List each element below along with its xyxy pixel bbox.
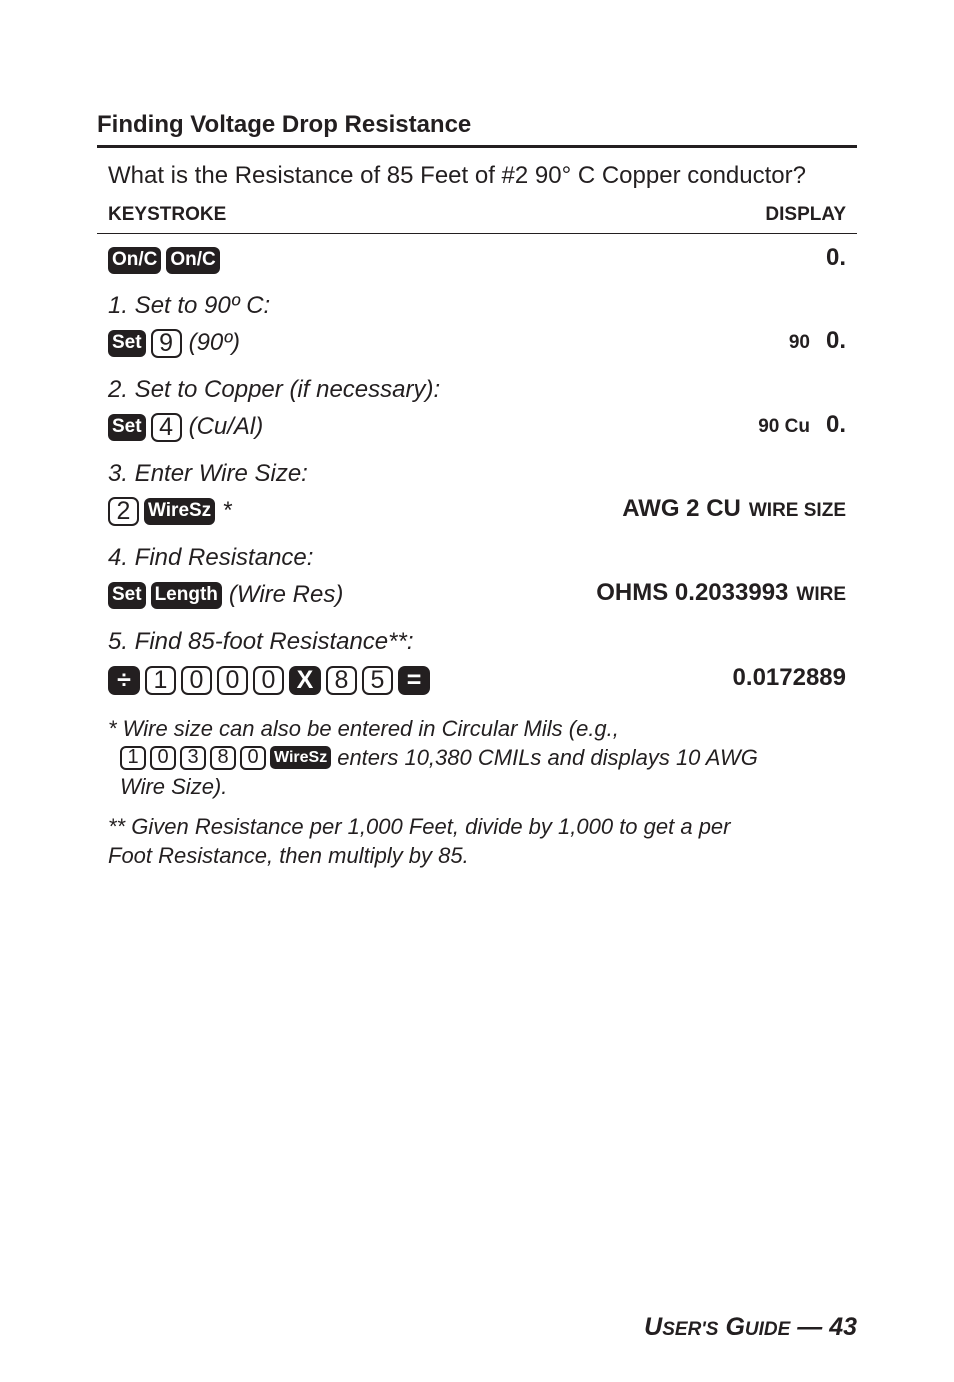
wiresz-key: WireSz (270, 746, 331, 769)
page-footer (644, 1313, 857, 1342)
title-rule (97, 145, 857, 148)
set-key: Set (108, 582, 146, 609)
digit-1-key: 1 (145, 666, 176, 695)
manual-page (97, 0, 857, 1382)
step-label: 5. Find 85-foot Resistance**: (108, 628, 414, 655)
example-question: What is the Resistance of 85 Feet of #2 90° C Copper conductor? (108, 162, 806, 189)
digit-0-key: 0 (217, 666, 248, 695)
footnote-resistance (108, 812, 848, 870)
step-label: 2. Set to Copper (if necessary): (108, 376, 441, 403)
keystroke-sequence (108, 664, 435, 696)
display-column-header: DISPLAY (765, 204, 846, 225)
display-suffix: WIRE SIZE (748, 500, 846, 521)
display-indicator: 90 Cu (758, 416, 810, 437)
display-readout (758, 411, 846, 443)
step-label: 1. Set to 90º C: (108, 292, 271, 319)
keystroke-sequence (108, 579, 343, 611)
footer-page-number: — 43 (790, 1313, 857, 1341)
digit-4-key: 4 (151, 413, 182, 442)
footer-text: UIDE (744, 1319, 791, 1340)
display-value: AWG 2 CU (622, 495, 741, 522)
display-value: OHMS 0.2033993 (596, 579, 789, 606)
on-c-key: On/C (166, 247, 219, 274)
digit-8-key: 8 (326, 666, 357, 695)
footer-text: U (644, 1313, 663, 1341)
key-note: (Wire Res) (228, 581, 344, 608)
digit-5-key: 5 (362, 666, 393, 695)
step-label: 3. Enter Wire Size: (108, 460, 308, 487)
digit-0-key: 0 (150, 746, 176, 770)
equals-key: = (398, 666, 430, 695)
section-title: Finding Voltage Drop Resistance (97, 111, 472, 138)
footnote-line: Wire Size). (120, 774, 228, 799)
display-readout (622, 495, 846, 527)
display-readout (733, 664, 846, 696)
display-value: 0. (825, 411, 846, 438)
key-note: (90º) (188, 329, 241, 356)
footnote-line: * Wire size can also be entered in Circular Mils (e.g., (108, 716, 619, 741)
key-note: (Cu/Al) (188, 413, 264, 440)
footer-text: G (725, 1313, 745, 1341)
digit-0-key: 0 (181, 666, 212, 695)
footnote-text: enters 10,380 CMILs and displays 10 AWG (337, 745, 758, 770)
display-suffix: WIRE (796, 584, 846, 605)
keystroke-sequence (108, 495, 232, 527)
digit-8-key: 8 (210, 746, 236, 770)
display-value: 0.0172889 (732, 664, 846, 691)
digit-1-key: 1 (120, 746, 146, 770)
step-label: 4. Find Resistance: (108, 544, 314, 571)
display-readout (789, 327, 846, 359)
footnote-line: ** Given Resistance per 1,000 Feet, divide by 1,000 to get a per (108, 814, 731, 839)
on-c-key: On/C (108, 247, 161, 274)
keystroke-sequence (108, 327, 240, 359)
key-note: * (222, 497, 232, 524)
footnote-wire-size (108, 714, 848, 801)
display-value: 0. (825, 244, 846, 271)
footnote-line (108, 743, 848, 772)
set-key: Set (108, 414, 146, 441)
footnote-line: Foot Resistance, then multiply by 85. (108, 843, 469, 868)
wiresz-key: WireSz (144, 498, 215, 525)
footer-text: SER'S (662, 1319, 719, 1340)
display-indicator: 90 (788, 332, 810, 353)
keystroke-column-header: KEYSTROKE (108, 204, 227, 225)
header-rule (97, 233, 857, 234)
display-value: 0. (825, 327, 846, 354)
digit-2-key: 2 (108, 497, 139, 526)
keystroke-sequence (108, 411, 263, 443)
set-key: Set (108, 330, 146, 357)
divide-key: ÷ (108, 666, 140, 695)
digit-0-key: 0 (240, 746, 266, 770)
keystroke-sequence (108, 244, 225, 276)
multiply-key: X (289, 666, 321, 695)
display-readout (826, 244, 846, 276)
digit-3-key: 3 (180, 746, 206, 770)
digit-9-key: 9 (151, 329, 182, 358)
length-key: Length (151, 582, 222, 609)
digit-0-key: 0 (253, 666, 284, 695)
display-readout (596, 579, 846, 611)
